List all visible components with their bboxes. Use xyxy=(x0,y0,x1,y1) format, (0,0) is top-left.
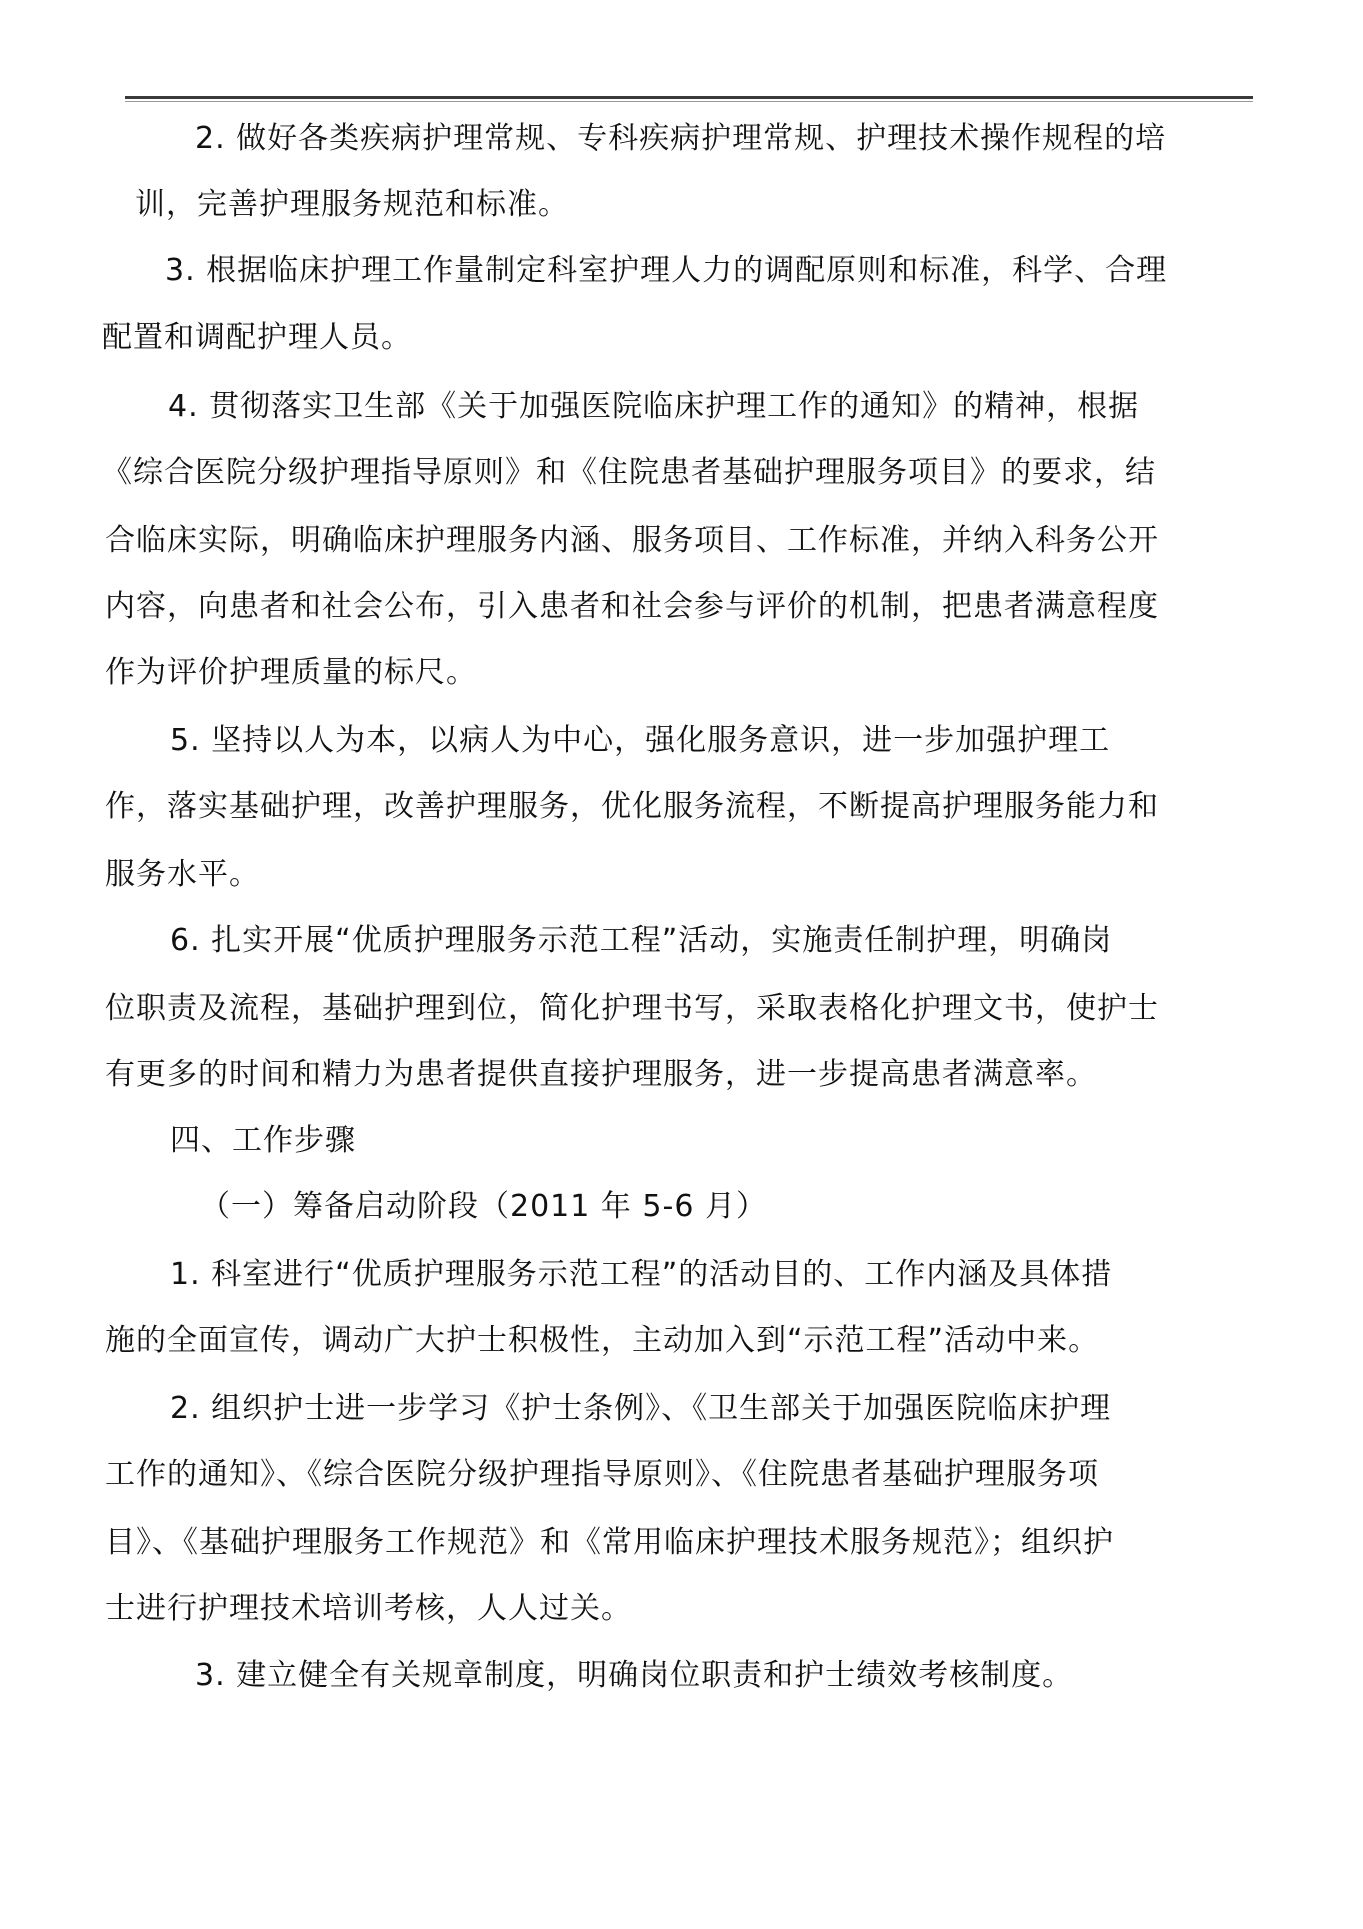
section-heading: 四、工作步骤 xyxy=(170,1123,356,1158)
text-line: 5. 坚持以人为本，以病人为中心，强化服务意识，进一步加强护理工 xyxy=(170,723,1111,758)
text-line: 2. 做好各类疾病护理常规、专科疾病护理常规、护理技术操作规程的培 xyxy=(195,121,1167,156)
text-line: 有更多的时间和精力为患者提供直接护理服务，进一步提高患者满意率。 xyxy=(105,1057,1097,1092)
text-line: 目》、《基础护理服务工作规范》和《常用临床护理技术服务规范》；组织护 xyxy=(105,1525,1114,1560)
text-line: 1. 科室进行“优质护理服务示范工程”的活动目的、工作内涵及具体措 xyxy=(170,1257,1113,1292)
text-line: 训，完善护理服务规范和标准。 xyxy=(135,187,569,222)
text-line: 作，落实基础护理，改善护理服务，优化服务流程，不断提高护理服务能力和 xyxy=(105,789,1159,824)
header-rule xyxy=(125,96,1253,102)
text-line: 合临床实际，明确临床护理服务内涵、服务项目、工作标准，并纳入科务公开 xyxy=(105,523,1159,558)
text-line: 工作的通知》、《综合医院分级护理指导原则》、《住院患者基础护理服务项 xyxy=(105,1457,1099,1492)
text-line: 配置和调配护理人员。 xyxy=(102,320,412,355)
text-line: 位职责及流程，基础护理到位，简化护理书写，采取表格化护理文书，使护士 xyxy=(105,991,1159,1026)
text-line: 6. 扎实开展“优质护理服务示范工程”活动，实施责任制护理，明确岗 xyxy=(170,923,1113,958)
text-line: 内容，向患者和社会公布，引入患者和社会参与评价的机制，把患者满意程度 xyxy=(105,589,1159,624)
text-line: 施的全面宣传，调动广大护士积极性，主动加入到“示范工程”活动中来。 xyxy=(105,1323,1100,1358)
text-line: 4. 贯彻落实卫生部《关于加强医院临床护理工作的通知》的精神，根据 xyxy=(168,389,1140,424)
text-line: 士进行护理技术培训考核，人人过关。 xyxy=(105,1591,632,1626)
text-line: 作为评价护理质量的标尺。 xyxy=(105,655,477,690)
text-line: 《综合医院分级护理指导原则》和《住院患者基础护理服务项目》的要求，结 xyxy=(102,455,1156,490)
text-line: 2. 组织护士进一步学习《护士条例》、《卫生部关于加强医院临床护理 xyxy=(170,1391,1112,1426)
subsection-heading: （一）筹备启动阶段（2011 年 5-6 月） xyxy=(200,1189,767,1224)
text-line: 服务水平。 xyxy=(105,857,260,892)
text-line: 3. 建立健全有关规章制度，明确岗位职责和护士绩效考核制度。 xyxy=(195,1658,1074,1693)
text-line: 3. 根据临床护理工作量制定科室护理人力的调配原则和标准，科学、合理 xyxy=(165,253,1168,288)
